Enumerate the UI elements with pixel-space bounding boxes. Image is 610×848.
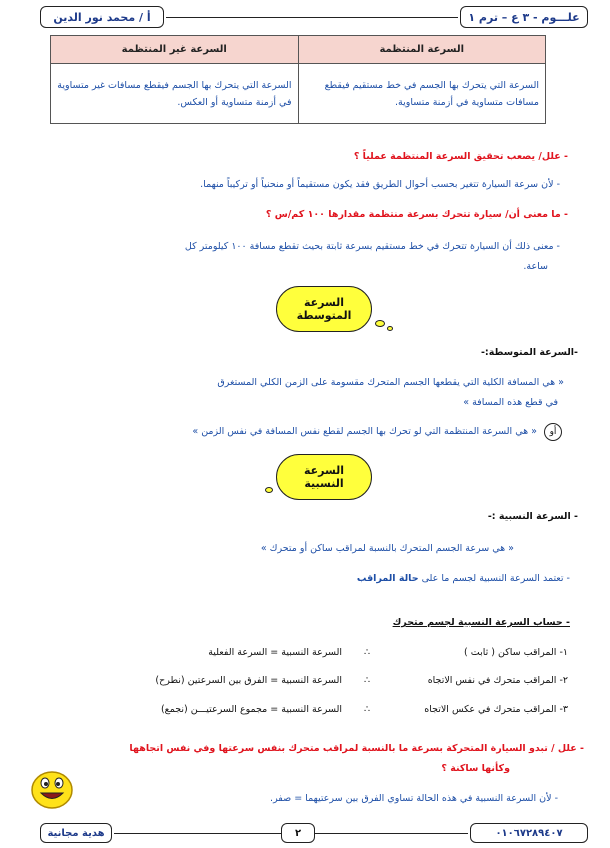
case-row-1-therefore: ∴ [363, 647, 370, 658]
relative-speed-title: - السرعة النسبية :- [487, 511, 578, 522]
table-header-uniform: السرعة المنتظمة [298, 36, 546, 64]
cloud-average-line1: السرعة [303, 296, 345, 309]
cloud-relative-line1: السرعة [303, 464, 345, 477]
answer-meaning-line2: ساعة. [523, 261, 548, 272]
answer-relative-zero: - لأن السرعة النسبية في هذه الحالة تساوي الفرق بين سرعتيهما = صفر. [270, 793, 558, 804]
phone-number: ٠١٠٦٧٢٨٩٤٠٧ [470, 823, 588, 843]
question-relative-zero-line1: - علل / تبدو السيارة المتحركة بسرعة ما بالنسبة لمراقب متحرك بنفس سرعتها وفي نفس اتجاهها [129, 743, 584, 754]
cloud-bubble [265, 487, 273, 493]
relative-calc-title: - حساب السرعة النسبية لجسم متحرك [392, 617, 570, 628]
table-cell-uniform: السرعة التي يتحرك بها الجسم في خط مستقيم فيقطع مسافات متساوية في أزمنة متساوية. [298, 64, 546, 124]
average-speed-title: -السرعة المتوسطة:- [480, 347, 578, 358]
or-badge: أو [544, 423, 562, 441]
cloud-average-speed [276, 286, 372, 332]
answer-uniform-difficulty: - لأن سرعة السيارة تتغير بحسب أحوال الطريق فقد يكون مستقيماً أو منحنياً أو تركيباً منهما. [200, 179, 560, 190]
table-cell-nonuniform: السرعة التي يتحرك بها الجسم فيقطع مسافات غير متساوية في أزمنة متساوية أو العكس. [51, 64, 299, 124]
answer-meaning-line1: - معنى ذلك أن السيارة تتحرك في خط مستقيم بسرعة ثابتة بحيث تقطع مسافة ١٠٠ كيلومتر كل [184, 241, 560, 252]
relative-depends-bold: حالة المراقب [356, 573, 419, 584]
page-number: ٢ [281, 823, 315, 843]
case-row-1-rule: السرعة النسبية = السرعة الفعلية [208, 647, 342, 658]
case-row-2-rule: السرعة النسبية = الفرق بين السرعتين (نطرح) [155, 675, 342, 686]
average-def1-line2: في قطع هذه المسافة » [463, 397, 558, 408]
speed-comparison-table [50, 35, 546, 124]
case-row-3-therefore: ∴ [363, 704, 370, 715]
case-row-3-rule: السرعة النسبية = مجموع السرعتيـــن (نجمع) [160, 704, 342, 715]
relative-depends [357, 570, 570, 587]
question-relative-zero-line2: وكأنها ساكنة ؟ [441, 763, 510, 774]
teacher-name: أ / محمد نور الدين [40, 6, 164, 28]
average-def2: « هي السرعة المنتظمة التي لو تحرك بها الجسم لقطع نفس المسافة في نفس الزمن » [192, 426, 537, 437]
question-uniform-difficulty: - علل/ يصعب تحقيق السرعة المنتظمة عملياً ؟ [353, 151, 568, 162]
case-row-3-case: ٣- المراقب متحرك في عكس الاتجاه [424, 704, 568, 715]
cloud-bubble-small [387, 326, 393, 331]
header-divider [166, 17, 458, 18]
subject-label: علـــوم - ٣ ع – ترم ١ [460, 6, 588, 28]
cloud-relative-line2: النسبية [304, 477, 344, 490]
average-def1-line1: « هي المسافة الكلية التي يقطعها الجسم المتحرك مقسومة على الزمن الكلي المستغرق [217, 377, 564, 388]
case-row-1-case: ١- المراقب ساكن ( ثابت ) [464, 647, 568, 658]
case-row-2-therefore: ∴ [363, 675, 370, 686]
smiley-face-icon [30, 768, 74, 810]
cloud-average-line2: المتوسطة [296, 309, 352, 322]
relative-depends-text: - تعتمد السرعة النسبية لجسم ما على [418, 573, 570, 584]
relative-def: « هي سرعة الجسم المتحرك بالنسبة لمراقب ساكن أو متحرك » [260, 543, 514, 554]
question-meaning-100kmh: - ما معنى أن/ سيارة تتحرك بسرعة منتظمة مقدارها ١٠٠ كم/س ؟ [265, 209, 568, 220]
case-row-2-case: ٢- المراقب متحرك في نفس الاتجاه [427, 675, 568, 686]
average-def2-row [192, 423, 562, 441]
cloud-relative-speed [276, 454, 372, 500]
free-gift-label: هدية مجانية [40, 823, 112, 843]
table-header-nonuniform: السرعة غير المنتظمة [51, 36, 299, 64]
cloud-bubble [375, 320, 385, 327]
